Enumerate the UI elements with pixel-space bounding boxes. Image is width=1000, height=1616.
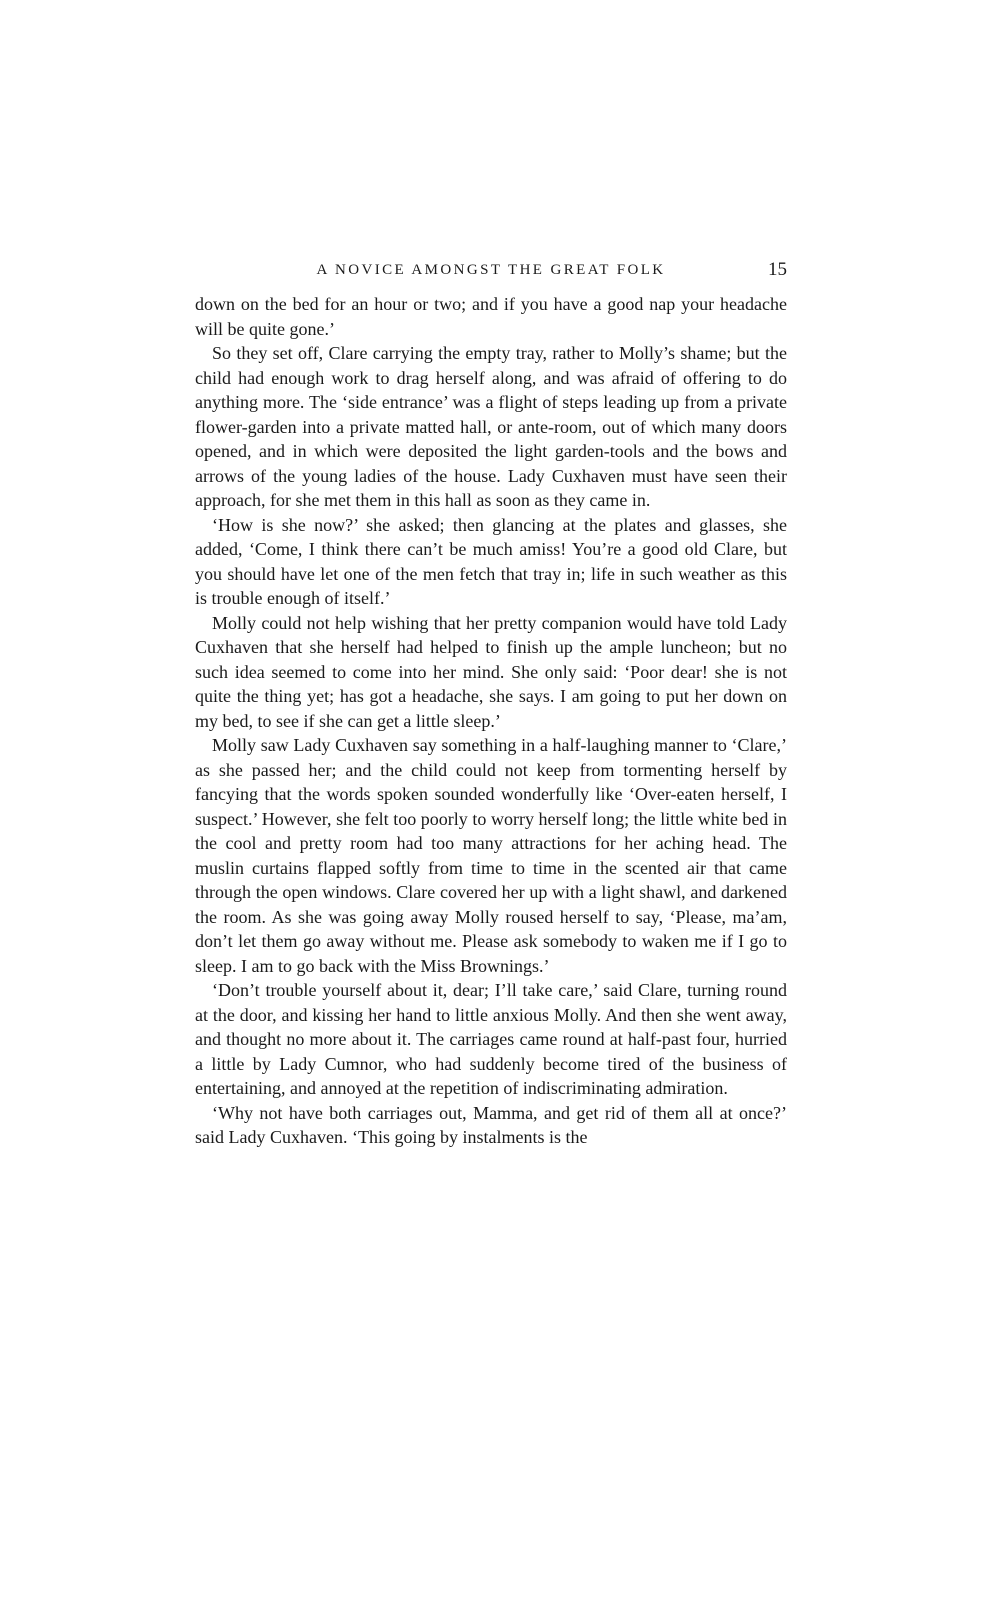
body-text [195, 292, 787, 1150]
page-number: 15 [768, 259, 787, 280]
paragraph-continued: down on the bed for an hour or two; and if you have a good nap your headache will be quite gone.’ [195, 294, 787, 339]
paragraph: Molly saw Lady Cuxhaven say something in a half-laughing manner to ‘Clare,’ as she passed her; and the child could not keep from tormenting herself by fancying that the words spoken sounded wonderfully like ‘Over-eaten herself, I suspect.’ However, she felt too poorly to worry herself long; the little white bed in the cool and pretty room had too many attractions for her aching head. The muslin curtains flapped softly from time to time in the scented air that came through the open windows. Clare covered her up with a light shawl, and darkened the room. As she was going away Molly roused herself to say, ‘Please, ma’am, don’t let them go away without me. Please ask somebody to waken me if I go to sleep. I am to go back with the Miss Brownings.’ [195, 735, 787, 976]
paragraph-continues: ‘Why not have both carriages out, Mamma, and get rid of them all at once?’ said Lady Cuxhaven. ‘This going by instalments is the [195, 1102, 787, 1147]
paragraph: Molly could not help wishing that her pretty companion would have told Lady Cuxhaven that she herself had helped to finish up the ample luncheon; but no such idea seemed to come into her mind. She only said: ‘Poor dear! she is not quite the thing yet; has got a headache, she says. I am going to put her down on my bed, to see if she can get a little sleep.’ [195, 612, 787, 731]
running-head [195, 258, 787, 282]
paragraph: ‘How is she now?’ she asked; then glancing at the plates and glasses, she added, ‘Come, I think there can’t be much amiss! You’re a good old Clare, but you should have let one of the men fetch that tray in; life in such weather as this is trouble enough of itself.’ [195, 514, 787, 608]
paragraph: ‘Don’t trouble yourself about it, dear; I’ll take care,’ said Clare, turning round at the door, and kissing her hand to little anxious Molly. And then she went away, and thought no more about it. The carriages came round at half-past four, hurried a little by Lady Cumnor, who had suddenly become tired of the business of entertaining, and annoyed at the repetition of indiscriminating admiration. [195, 980, 787, 1098]
paragraph: So they set off, Clare carrying the empty tray, rather to Molly’s shame; but the child had enough work to drag herself along, and was afraid of offering to do anything more. The ‘side entrance’ was a flight of steps leading up from a private flower-garden into a private matted hall, or ante-room, out of which many doors opened, and in which were deposited the light garden-tools and the bows and arrows of the young ladies of the house. Lady Cuxhaven must have seen their approach, for she met them in this hall as soon as they came in. [195, 343, 787, 510]
running-title: A NOVICE AMONGST THE GREAT FOLK [316, 262, 666, 278]
